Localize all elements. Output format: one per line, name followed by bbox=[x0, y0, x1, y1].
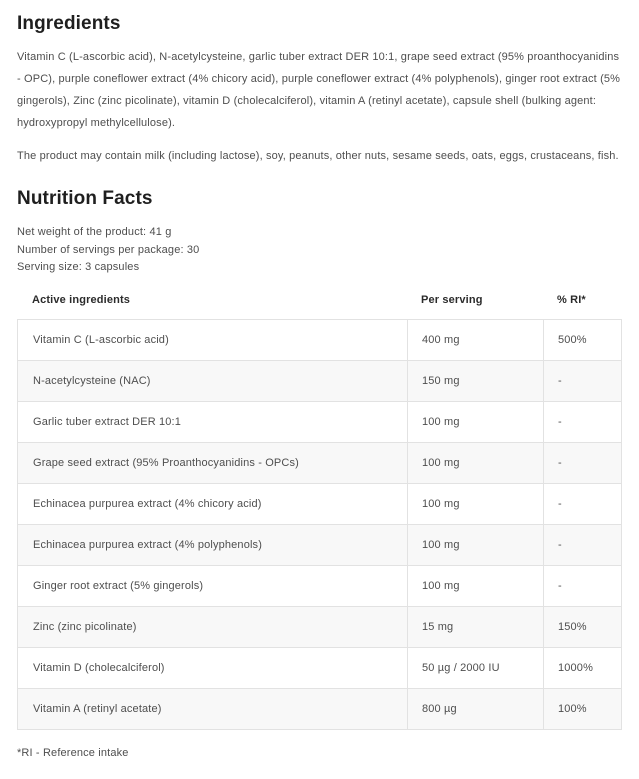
table-row bbox=[18, 565, 622, 606]
ingredient-name-cell: Vitamin C (L-ascorbic acid) bbox=[18, 319, 408, 360]
product-meta bbox=[17, 224, 622, 277]
ingredient-name-cell: Vitamin D (cholecalciferol) bbox=[18, 647, 408, 688]
per-serving-cell: 15 mg bbox=[408, 606, 544, 647]
table-row bbox=[18, 360, 622, 401]
ingredients-section-title: Ingredients bbox=[17, 13, 121, 34]
nutrition-table bbox=[17, 319, 622, 730]
ingredient-name-cell: Ginger root extract (5% gingerols) bbox=[18, 565, 408, 606]
ingredient-name-cell: Grape seed extract (95% Proanthocyanidins - OPCs) bbox=[18, 442, 408, 483]
table-row bbox=[18, 483, 622, 524]
ingredient-name-cell: Vitamin A (retinyl acetate) bbox=[18, 688, 408, 729]
ri-percent-cell: - bbox=[544, 565, 622, 606]
nutrition-table-header bbox=[17, 294, 622, 319]
table-row bbox=[18, 401, 622, 442]
ri-percent-cell: - bbox=[544, 442, 622, 483]
net-weight-line: Net weight of the product: 41 g bbox=[17, 226, 172, 238]
table-row bbox=[18, 319, 622, 360]
ri-percent-cell: 150% bbox=[544, 606, 622, 647]
nutrition-table-body bbox=[18, 319, 622, 729]
per-serving-cell: 50 µg / 2000 IU bbox=[408, 647, 544, 688]
table-row bbox=[18, 606, 622, 647]
ingredients-list-text: Vitamin C (L-ascorbic acid), N-acetylcysteine, garlic tuber extract DER 10:1, grape seed extract (95% proanthocyanidins - OPC), purple coneflower extract (4% chicory acid), purple coneflower extract (4% polyphenols), ginger root extract (5% gingerols), Zinc (zinc picolinate), vitamin D (cholecalciferol), vitamin A (retinyl acetate), capsule shell (bulking agent: hydroxypropyl methylcellulose). bbox=[17, 51, 621, 129]
per-serving-cell: 400 mg bbox=[408, 319, 544, 360]
serving-size-line: Serving size: 3 capsules bbox=[17, 261, 140, 273]
ri-percent-cell: 500% bbox=[544, 319, 622, 360]
header-ri-percent: % RI* bbox=[557, 293, 586, 306]
table-row bbox=[18, 524, 622, 565]
per-serving-cell: 800 µg bbox=[408, 688, 544, 729]
nutrition-facts-title: Nutrition Facts bbox=[17, 188, 153, 209]
header-active-ingredients: Active ingredients bbox=[32, 293, 131, 306]
ingredient-name-cell: Zinc (zinc picolinate) bbox=[18, 606, 408, 647]
ingredient-name-cell: Echinacea purpurea extract (4% chicory acid) bbox=[18, 483, 408, 524]
ri-percent-cell: - bbox=[544, 524, 622, 565]
header-per-serving: Per serving bbox=[421, 293, 483, 306]
table-row bbox=[18, 647, 622, 688]
per-serving-cell: 100 mg bbox=[408, 401, 544, 442]
per-serving-cell: 100 mg bbox=[408, 483, 544, 524]
ri-percent-cell: - bbox=[544, 483, 622, 524]
per-serving-cell: 100 mg bbox=[408, 524, 544, 565]
reference-intake-footnote: *RI - Reference intake bbox=[17, 746, 129, 759]
ingredient-name-cell: N-acetylcysteine (NAC) bbox=[18, 360, 408, 401]
per-serving-cell: 100 mg bbox=[408, 565, 544, 606]
ri-percent-cell: - bbox=[544, 401, 622, 442]
ri-percent-cell: 1000% bbox=[544, 647, 622, 688]
ri-percent-cell: 100% bbox=[544, 688, 622, 729]
per-serving-cell: 100 mg bbox=[408, 442, 544, 483]
ingredient-name-cell: Garlic tuber extract DER 10:1 bbox=[18, 401, 408, 442]
servings-per-package-line: Number of servings per package: 30 bbox=[17, 243, 200, 256]
ingredient-name-cell: Echinacea purpurea extract (4% polyphenols) bbox=[18, 524, 408, 565]
table-row bbox=[18, 688, 622, 729]
per-serving-cell: 150 mg bbox=[408, 360, 544, 401]
table-row bbox=[18, 442, 622, 483]
allergen-warning-text: The product may contain milk (including lactose), soy, peanuts, other nuts, sesame seeds, oats, eggs, crustaceans, fish. bbox=[17, 150, 619, 162]
ri-percent-cell: - bbox=[544, 360, 622, 401]
